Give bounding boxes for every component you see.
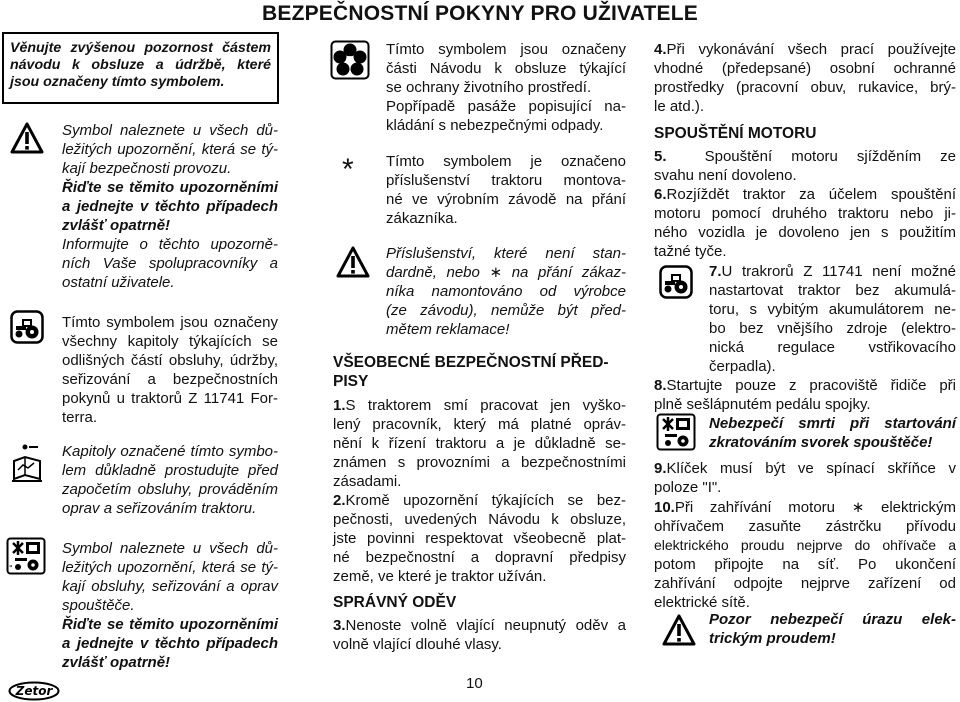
item-number: 4. xyxy=(654,41,667,58)
text-line: motoru pomocí druhého traktoru nebo ji- xyxy=(654,205,956,222)
text-line: terra. xyxy=(62,409,98,426)
text-line: prostředky (pracovní obuv, rukavice, brý- xyxy=(654,79,956,96)
text-line: Informujte o těchto upozorně- xyxy=(62,236,278,253)
text-line: nastartovat traktor bez akumulá- xyxy=(709,282,956,299)
text-line: započetím obsluhy, prováděním xyxy=(62,481,278,498)
text-line: kají obsluhy, seřizování a oprav xyxy=(62,578,278,595)
item-number: 7. xyxy=(709,263,722,280)
text-line: potom připojte na síť. Po ukončení xyxy=(654,556,956,573)
clothing-heading: SPRÁVNÝ ODĚV xyxy=(333,594,457,611)
text-line: ležitých upozornění, která se tý- xyxy=(62,141,278,158)
text-line: čerpadla). xyxy=(709,358,776,375)
text-line: zkratováním svorek spouštěče! xyxy=(709,434,933,451)
text-line: poloze "I". xyxy=(654,479,722,496)
intro-notice-box xyxy=(2,32,279,104)
text-line: Nebezpečí smrti při startování xyxy=(709,415,956,432)
text-line: U trakrorů Z 11741 není možné xyxy=(721,263,956,280)
text-line: dardně, nebo ∗ na přání zákaz- xyxy=(386,264,626,281)
item-number: 1. xyxy=(333,397,346,414)
item-number: 6. xyxy=(654,186,667,203)
item-number: 2. xyxy=(333,492,346,509)
zetor-logo-text: Zetor xyxy=(15,684,53,698)
safety-item-5 xyxy=(654,147,956,185)
text-line: le atd.). xyxy=(654,98,705,115)
text-line: se ochrany životního prostředí. xyxy=(386,79,592,96)
intro-line: jsou označeny tímto symbolem. xyxy=(10,74,225,90)
starter-danger-icon xyxy=(6,537,46,575)
warning-triangle-icon xyxy=(10,122,44,154)
text-line: kají bezpečnosti provozu. xyxy=(62,160,232,177)
text-line: seřizování a bezpečnostních xyxy=(62,371,278,388)
text-line: příslušenství traktoru montova- xyxy=(386,172,626,189)
text-line: Při zahřívání motoru ∗ elektrickým xyxy=(674,499,956,516)
tractor-icon xyxy=(10,310,44,344)
text-line: kládání s nebezpečnými odpady. xyxy=(386,117,604,134)
item-number: 10. xyxy=(654,499,675,516)
safety-item-3 xyxy=(333,616,626,654)
text-line: a jednejte v těchto případech xyxy=(62,635,278,652)
text-line: Řiďte se těmito upozorněními xyxy=(62,179,278,196)
text-line: Spouštění motoru sjížděním ze xyxy=(704,148,956,165)
zetor-logo xyxy=(8,681,60,701)
text-line: Startujte pouze z pracoviště řidiče při xyxy=(666,377,956,394)
text-line: toru, s vybitým akumulátorem ne- xyxy=(709,301,956,318)
text-line: lený pracovník, který má platné opráv- xyxy=(333,416,626,433)
warning-symbol-text xyxy=(62,121,278,292)
text-line: bo bez vnějšího zdroje (elektro- xyxy=(709,320,956,337)
accessory-asterisk-icon: * xyxy=(342,153,354,186)
text-line: nění k řízení traktoru a je důkladně se- xyxy=(333,435,626,452)
text-line: Příslušenství, které není stan- xyxy=(386,245,626,262)
text-line: Řiďte se těmito upozorněními xyxy=(62,616,278,633)
text-line: ohřívačem zasuňte zástrčku přívodu xyxy=(654,518,956,535)
safety-item-8 xyxy=(654,376,956,414)
item-number: 5. xyxy=(654,148,667,165)
item-number: 8. xyxy=(654,377,667,394)
text-line: Nenoste volně vlající neupnutý oděv a xyxy=(345,617,626,634)
text-line: VŠEOBECNÉ BEZPEČNOSTNÍ PŘED- xyxy=(333,354,609,371)
text-line: Tímto symbolem jsou označeny xyxy=(62,314,278,331)
warning-triangle-icon xyxy=(336,246,370,278)
text-line: Kapitoly označené tímto symbo- xyxy=(62,443,278,460)
text-line: země, ve které je traktor užíván. xyxy=(333,568,547,585)
safety-item-1 xyxy=(333,396,626,491)
safety-item-10 xyxy=(654,498,956,612)
environment-symbol-text xyxy=(386,40,626,135)
text-line: části Návodu k obsluze týkající xyxy=(386,60,626,77)
text-line: Popřípadě pasáže popisující na- xyxy=(386,98,626,115)
text-line: Pozor nebezpečí úrazu elek- xyxy=(709,611,956,628)
safety-item-7 xyxy=(709,262,956,376)
safety-item-6 xyxy=(654,185,956,261)
text-line: a jednejte v těchto případech xyxy=(62,198,278,215)
intro-line: návodu k obsluze a údržbě, které xyxy=(10,57,271,73)
text-line: né ve výrobním závodě na přání xyxy=(386,191,626,208)
tractor-icon xyxy=(659,265,693,299)
text-line: odlišných částí obsluhy, údržby, xyxy=(62,352,278,369)
text-line: vhodné (předepsané) osobní ochranné xyxy=(654,60,956,77)
text-line: ních Vaše spolupracovníky a xyxy=(62,255,278,272)
accessory-warning-text xyxy=(386,244,626,339)
text-line: (ze závodu), nemůže být před- xyxy=(386,302,626,319)
text-line: PISY xyxy=(333,373,369,390)
text-line: nická regulace vstřikovacího xyxy=(709,339,956,356)
starter-danger-icon xyxy=(656,413,696,451)
text-line: elektrického proudu nejprve do ohřívače a xyxy=(654,537,956,553)
text-line: trickým proudem! xyxy=(709,630,836,647)
item-number: 3. xyxy=(333,617,346,634)
text-line: známen s provozními a bezpečnostními xyxy=(333,454,626,471)
text-line: oprav a seřizováním traktoru. xyxy=(62,500,257,517)
text-line: né bezpečnostní a dopravní předpisy xyxy=(333,549,626,566)
text-line: pečnosti, uvedených Návodu k obsluze, xyxy=(333,511,626,528)
danger-current-text xyxy=(709,610,956,648)
text-line: plně sešlápnutém pedálu spojky. xyxy=(654,396,871,413)
svg-text:": " xyxy=(9,564,13,573)
text-line: mětem reklamace! xyxy=(386,321,510,338)
general-safety-heading xyxy=(333,353,633,391)
text-line: Klíček musí být ve spínací skříňce v xyxy=(666,460,956,477)
text-line: svahu není dovoleno. xyxy=(654,167,797,184)
warning-triangle-icon xyxy=(662,614,696,646)
text-line: Tímto symbolem je označeno xyxy=(386,153,626,170)
text-line: Symbol naleznete u všech dů- xyxy=(62,122,278,139)
page-number: 10 xyxy=(466,675,483,692)
text-line: volně vlající dlouhé vlasy. xyxy=(333,636,502,653)
text-line: Rozjíždět traktor za účelem spouštění xyxy=(666,186,956,203)
text-line: lem důkladně prostudujte před xyxy=(62,462,278,479)
item-number: 9. xyxy=(654,460,667,477)
text-line: Symbol naleznete u všech dů- xyxy=(62,540,278,557)
text-line: zahřívání odpojte nejprve zařízení od xyxy=(654,575,956,592)
text-line: zvlášť opatrně! xyxy=(62,654,171,671)
danger-starting-text xyxy=(709,414,956,452)
tractor-symbol-text xyxy=(62,313,278,427)
accessory-symbol-text xyxy=(386,152,626,228)
safety-item-2 xyxy=(333,491,626,586)
manual-symbol-text xyxy=(62,442,278,518)
engine-start-heading: SPOUŠTĚNÍ MOTORU xyxy=(654,125,817,142)
intro-line: Věnujte zvýšenou pozornost částem xyxy=(10,40,271,56)
text-line: tažné tyče. xyxy=(654,243,727,260)
page-title: BEZPEČNOSTNÍ POKYNY PRO UŽIVATELE xyxy=(262,2,698,25)
text-line: elektrické sítě. xyxy=(654,594,750,611)
text-line: Při vykonávání všech prací používejte xyxy=(666,41,956,58)
text-line: ného vozidla je dovoleno jen s použitím xyxy=(654,224,956,241)
manual-study-icon xyxy=(8,443,46,483)
text-line: všechny kapitoly týkajících se xyxy=(62,333,278,350)
text-line: spouštěče. xyxy=(62,597,135,614)
safety-item-4 xyxy=(654,40,956,116)
safety-item-9 xyxy=(654,459,956,497)
text-line: níka namontováno od výrobce xyxy=(386,283,626,300)
text-line: jste povinni respektovat všeobecně plat- xyxy=(333,530,626,547)
text-line: S traktorem smí pracovat jen vyško- xyxy=(345,397,626,414)
text-line: Tímto symbolem jsou označeny xyxy=(386,41,626,58)
starter-symbol-text xyxy=(62,539,278,672)
text-line: zvlášť opatrně! xyxy=(62,217,171,234)
text-line: ležitých upozornění, která se tý- xyxy=(62,559,278,576)
text-line: zásadami. xyxy=(333,473,402,490)
text-line: zákazníka. xyxy=(386,210,458,227)
text-line: Kromě upozornění týkajících se bez- xyxy=(345,492,626,509)
text-line: ostatní uživatele. xyxy=(62,274,175,291)
environment-flower-icon xyxy=(330,40,370,80)
text-line: pokynů u traktorů Z 11741 For- xyxy=(62,390,278,407)
